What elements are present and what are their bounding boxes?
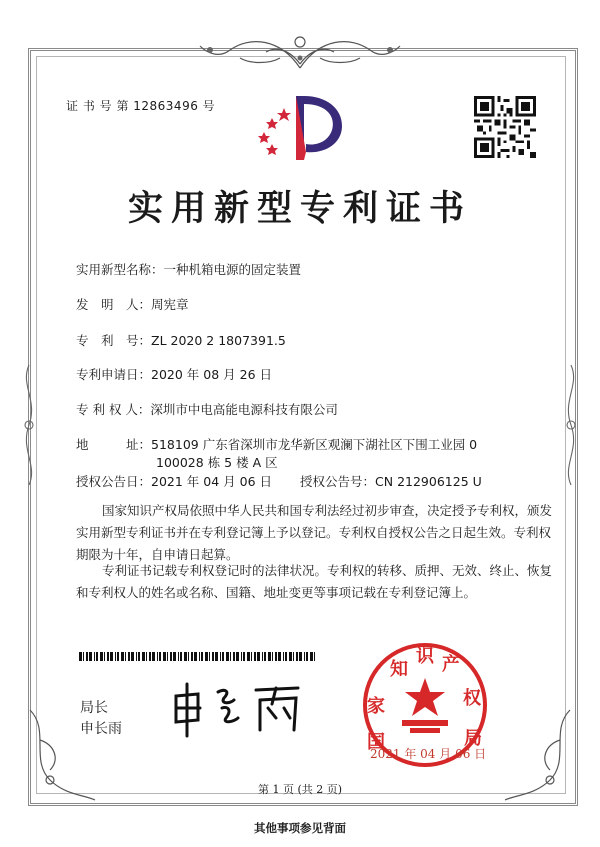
seal-char: 知 [390, 659, 408, 680]
field-value: 518109 广东省深圳市龙华新区观澜下湖社区下围工业园 0 [151, 437, 478, 452]
footnote: 其他事项参见背面 [254, 821, 346, 835]
field-inventor [76, 297, 189, 313]
certificate-number: 证 书 号 第 12863496 号 [66, 99, 216, 113]
field-value: 深圳市中电高能电源科技有限公司 [150, 402, 338, 417]
field-label: 实用新型名称： [76, 262, 164, 277]
field-label: 授权公告号： [300, 474, 376, 489]
field-label: 专 利 号： [76, 333, 152, 348]
signatory-name: 申长雨 [80, 721, 122, 737]
seal-char: 识 [416, 646, 434, 667]
field-value: 2020 年 08 月 26 日 [151, 367, 273, 382]
legal-status-statement: 专利证书记载专利权登记时的法律状况。专利权的转移、质押、无效、终止、恢复和专利权人的姓名或名称、国籍、地址变更等事项记载在专利登记簿上。 [76, 563, 553, 600]
field-announcement-number [300, 474, 482, 490]
grant-statement: 国家知识产权局依照中华人民共和国专利法经过初步审查，决定授予专利权，颁发实用新型专利证书并在专利登记簿上予以登记。专利权自授权公告之日起生效。专利权期限为十年，自申请日起算。 [76, 503, 553, 562]
field-announcement-date [76, 474, 272, 490]
field-value: 周宪章 [151, 297, 189, 312]
field-patent-number [76, 333, 286, 349]
field-value: 2021 年 04 月 06 日 [151, 474, 273, 489]
field-label: 地 址： [76, 437, 152, 452]
field-label: 专利申请日： [76, 367, 152, 382]
field-filing-date [76, 367, 272, 383]
seal-char: 国 [367, 732, 385, 753]
field-value: CN 212906125 U [375, 474, 482, 489]
field-value: 一种机箱电源的固定装置 [163, 262, 302, 277]
field-label: 发 明 人： [76, 297, 152, 312]
right-ornament [560, 360, 582, 490]
seal-char: 权 [463, 688, 481, 709]
barcode-icon [79, 652, 316, 661]
field-utility-model-name [76, 262, 301, 278]
page-number: 第 1 页 (共 2 页) [257, 783, 343, 796]
field-label: 专 利 权 人： [76, 402, 151, 417]
seal-date: 2021 年 04 月 06 日 [370, 747, 487, 761]
field-patentee [76, 402, 338, 418]
seal-char: 产 [442, 654, 460, 675]
field-value: ZL 2020 2 1807391.5 [151, 333, 286, 348]
handwritten-signature [168, 678, 308, 738]
cnipa-logo-icon [244, 86, 354, 166]
field-address [76, 437, 556, 453]
field-address-line2: 100028 栋 5 楼 A 区 [156, 455, 278, 470]
signatory-title: 局长 [80, 700, 108, 716]
field-label: 授权公告日： [76, 474, 152, 489]
top-ornament [180, 28, 420, 74]
left-ornament [18, 360, 40, 490]
seal-char: 局 [464, 728, 482, 749]
qr-code-icon [474, 96, 536, 158]
seal-char: 家 [367, 696, 385, 717]
certificate-title: 实用新型专利证书 [127, 188, 472, 229]
